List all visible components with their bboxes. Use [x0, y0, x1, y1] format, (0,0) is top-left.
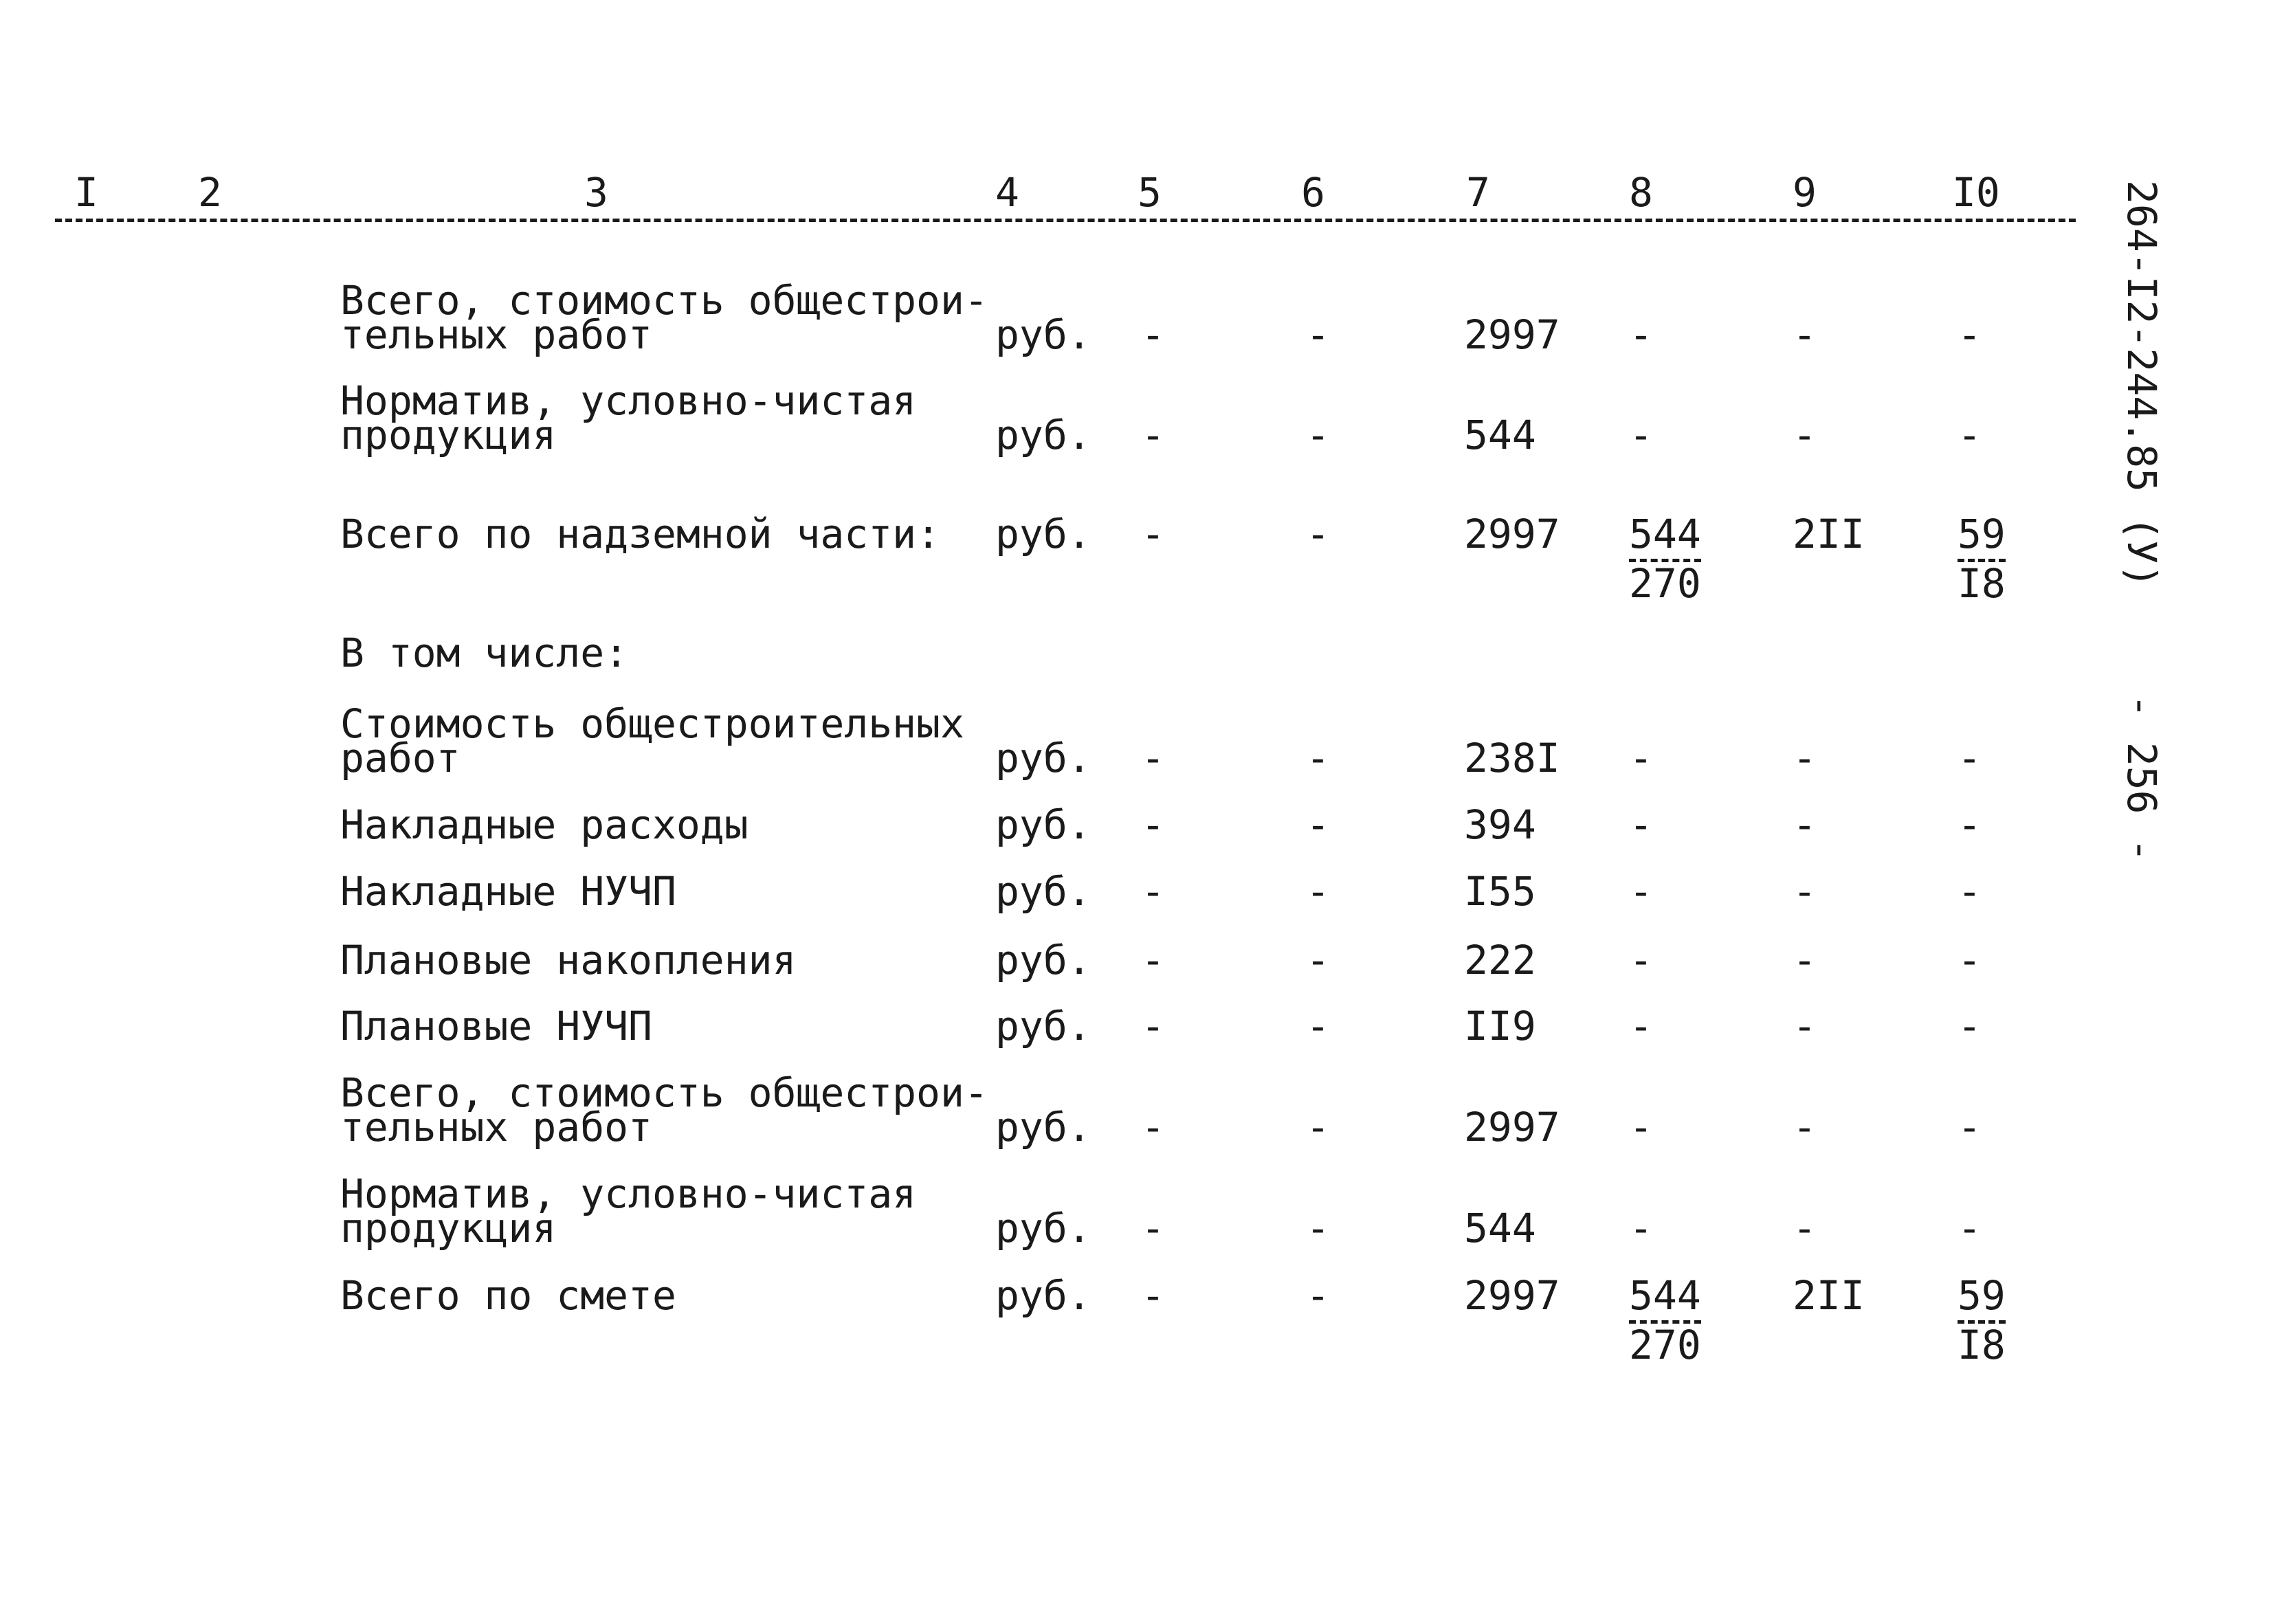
column-number-4: 4	[995, 169, 1019, 216]
cell-c9: -	[1793, 868, 1817, 915]
cell-c10-denominator: I8	[1958, 1322, 2006, 1368]
row-label-line: Норматив, условно-чистая	[340, 1170, 917, 1217]
cell-c9: -	[1793, 311, 1817, 358]
column-number-6: 6	[1301, 169, 1325, 216]
cell-c5: -	[1141, 1272, 1165, 1319]
row-label-line: Всего по надземной части:	[340, 511, 940, 557]
cell-c10-denominator: I8	[1958, 560, 2006, 607]
cell-c8: -	[1629, 311, 1653, 358]
cell-c8: -	[1629, 1205, 1653, 1252]
cell-unit: руб.	[995, 735, 1091, 781]
row-label-line: Всего, стоимость общестрои-	[340, 277, 988, 324]
cell-c9: -	[1793, 1104, 1817, 1150]
column-number-1: I	[74, 169, 98, 216]
cell-c8-denominator: 270	[1629, 560, 1701, 607]
cell-c10: -	[1958, 412, 1982, 458]
cell-c7: 222	[1464, 937, 1536, 983]
cell-c5: -	[1141, 1003, 1165, 1049]
row-label-line: Плановые НУЧП	[340, 1003, 652, 1049]
cell-c8: -	[1629, 412, 1653, 458]
cell-c6: -	[1306, 412, 1330, 458]
page-number: - 256 -	[2118, 694, 2165, 863]
cell-c9: -	[1793, 801, 1817, 848]
row-label-line: тельных работ	[340, 311, 652, 358]
cell-c9: -	[1793, 937, 1817, 983]
cell-unit: руб.	[995, 1205, 1091, 1252]
cell-unit: руб.	[995, 868, 1091, 915]
cell-c5: -	[1141, 937, 1165, 983]
cell-c5: -	[1141, 801, 1165, 848]
row-label-line: Накладные расходы	[340, 801, 749, 848]
cell-c7: 544	[1464, 1205, 1536, 1252]
cell-unit: руб.	[995, 937, 1091, 983]
cell-c10: -	[1958, 311, 1982, 358]
cell-c10: -	[1958, 1003, 1982, 1049]
cell-unit: руб.	[995, 311, 1091, 358]
cell-c10	[1958, 1272, 2006, 1319]
column-number-9: 9	[1793, 169, 1817, 216]
cell-c6: -	[1306, 311, 1330, 358]
cell-c8-numerator: 544	[1629, 1272, 1701, 1324]
cell-unit: руб.	[995, 511, 1091, 557]
cell-c5: -	[1141, 311, 1165, 358]
cell-c6: -	[1306, 1205, 1330, 1252]
cell-c10: -	[1958, 1104, 1982, 1150]
row-label-line: В том числе:	[340, 630, 629, 676]
column-number-5: 5	[1138, 169, 1162, 216]
cell-c10: -	[1958, 801, 1982, 848]
cell-c10	[1958, 511, 2006, 557]
cell-c6: -	[1306, 801, 1330, 848]
row-label-line: продукция	[340, 412, 557, 458]
column-number-10: I0	[1952, 169, 2000, 216]
cell-c7: 2997	[1464, 511, 1560, 557]
cell-unit: руб.	[995, 1272, 1091, 1319]
cell-c10: -	[1958, 937, 1982, 983]
cell-c5: -	[1141, 511, 1165, 557]
cell-c6: -	[1306, 1003, 1330, 1049]
cell-c6: -	[1306, 735, 1330, 781]
cell-c8-denominator: 270	[1629, 1322, 1701, 1368]
cell-c10: -	[1958, 735, 1982, 781]
row-label-line: Накладные НУЧП	[340, 868, 676, 915]
cell-c5: -	[1141, 1104, 1165, 1150]
header-divider	[55, 219, 2076, 222]
cell-c7: 2997	[1464, 1272, 1560, 1319]
cell-c9: -	[1793, 412, 1817, 458]
document-code: 264-I2-244.85 (У)	[2118, 180, 2165, 588]
cell-c8: -	[1629, 1003, 1653, 1049]
cell-c5: -	[1141, 412, 1165, 458]
row-label-line: Всего по смете	[340, 1272, 676, 1319]
cell-c9: 2II	[1793, 1272, 1865, 1319]
cell-c7: 2997	[1464, 1104, 1560, 1150]
cell-c8	[1629, 511, 1701, 557]
cell-c9: -	[1793, 1205, 1817, 1252]
cell-c6: -	[1306, 1104, 1330, 1150]
column-number-2: 2	[198, 169, 222, 216]
cell-c6: -	[1306, 511, 1330, 557]
cell-c6: -	[1306, 937, 1330, 983]
cell-c10-numerator: 59	[1958, 1272, 2006, 1324]
cell-c8: -	[1629, 1104, 1653, 1150]
row-label-line: Всего, стоимость общестрои-	[340, 1069, 988, 1116]
column-number-8: 8	[1629, 169, 1653, 216]
cell-c7: I55	[1464, 868, 1536, 915]
cell-unit: руб.	[995, 412, 1091, 458]
cell-c8: -	[1629, 937, 1653, 983]
cell-c6: -	[1306, 868, 1330, 915]
cell-c6: -	[1306, 1272, 1330, 1319]
cell-c7: 238I	[1464, 735, 1560, 781]
cell-c7: II9	[1464, 1003, 1536, 1049]
row-label-line: Плановые накопления	[340, 937, 797, 983]
cell-c8: -	[1629, 735, 1653, 781]
row-label-line: продукция	[340, 1205, 557, 1252]
cell-unit: руб.	[995, 1104, 1091, 1150]
cell-c7: 544	[1464, 412, 1536, 458]
cell-c5: -	[1141, 868, 1165, 915]
row-label-line: тельных работ	[340, 1104, 652, 1150]
column-number-3: 3	[584, 169, 608, 216]
cell-c9: -	[1793, 1003, 1817, 1049]
row-label-line: Стоимость общестроительных	[340, 700, 964, 747]
cell-c10-numerator: 59	[1958, 511, 2006, 562]
cell-c5: -	[1141, 1205, 1165, 1252]
cell-c9: -	[1793, 735, 1817, 781]
cell-c10: -	[1958, 868, 1982, 915]
cell-c8	[1629, 1272, 1701, 1319]
cell-c10: -	[1958, 1205, 1982, 1252]
row-label-line: Норматив, условно-чистая	[340, 377, 917, 424]
column-number-7: 7	[1466, 169, 1490, 216]
cell-c8: -	[1629, 868, 1653, 915]
cell-c7: 2997	[1464, 311, 1560, 358]
cell-c8-numerator: 544	[1629, 511, 1701, 562]
cell-c7: 394	[1464, 801, 1536, 848]
cell-c9: 2II	[1793, 511, 1865, 557]
cell-c5: -	[1141, 735, 1165, 781]
cell-unit: руб.	[995, 1003, 1091, 1049]
row-label-line: работ	[340, 735, 461, 781]
cell-unit: руб.	[995, 801, 1091, 848]
cell-c8: -	[1629, 801, 1653, 848]
